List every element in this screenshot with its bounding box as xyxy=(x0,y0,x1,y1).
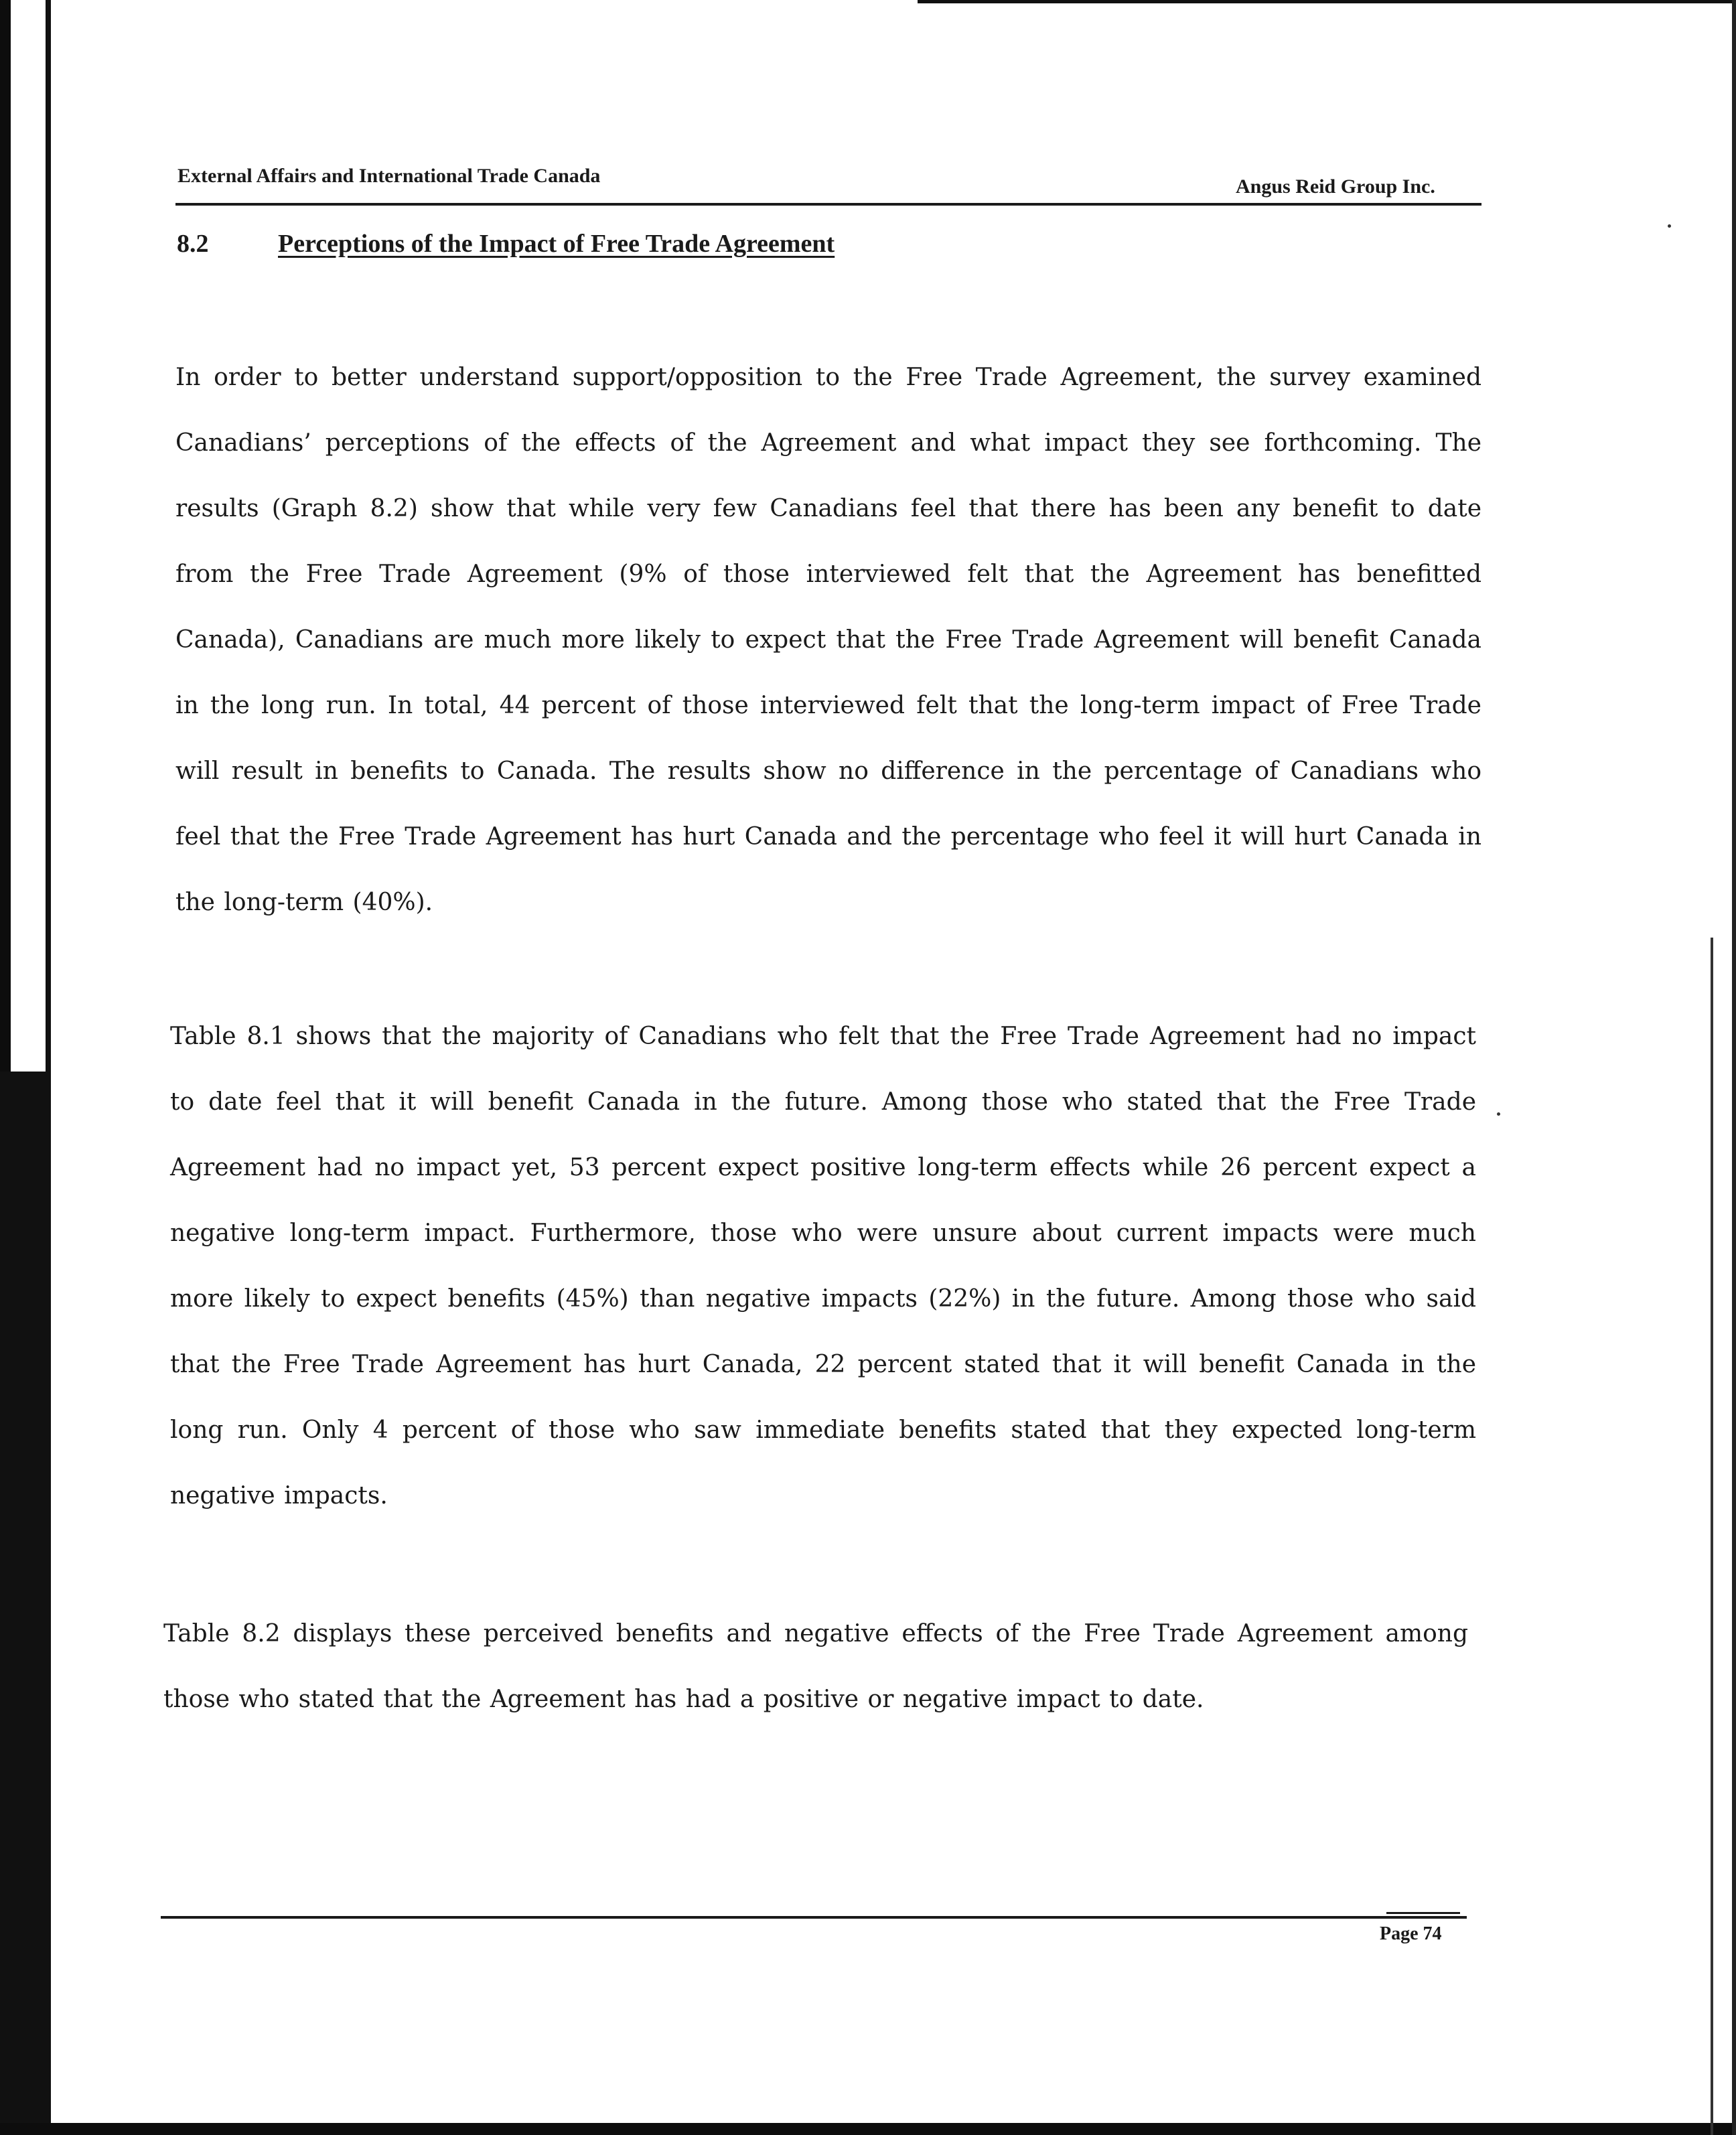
running-header-left: External Affairs and International Trade Canada xyxy=(177,165,601,187)
scan-edge-top xyxy=(918,0,1736,3)
footer-rule-tail xyxy=(1386,1912,1460,1914)
scan-edge-right xyxy=(1732,0,1736,2135)
scan-edge-left xyxy=(0,0,11,1078)
running-header-right: Angus Reid Group Inc. xyxy=(1236,175,1435,198)
section-title: Perceptions of the Impact of Free Trade Agreement xyxy=(278,230,835,258)
footer-rule xyxy=(161,1916,1467,1919)
page-number: Page 74 xyxy=(1380,1923,1442,1944)
scan-speck xyxy=(1668,224,1671,228)
body-paragraph: Table 8.1 shows that the majority of Canadians who felt that the Free Trade Agreement had no impact to date feel that it will benefit Canada in the future. Among those who stated that the Free Trade Agreement had no impact yet, 53 percent expect positive long-term effects while 26 percent expect a negative long-term impact. Furthermore, those who were unsure about current impacts were much more likely to expect benefits (45%) than negative impacts (22%) in the future. Among those who said that the Free Trade Agreement has hurt Canada, 22 percent stated that it will benefit Canada in the long run. Only 4 percent of those who saw immediate benefits stated that they expected long-term negative impacts. xyxy=(170,1023,1476,1510)
scan-edge-left-lower xyxy=(0,1072,51,2135)
section-number: 8.2 xyxy=(177,230,209,258)
header-rule xyxy=(175,203,1481,206)
body-paragraph: Table 8.2 displays these perceived benefits and negative effects of the Free Trade Agreement among those who stated that the Agreement has had a positive or negative impact to date. xyxy=(163,1620,1468,1713)
scan-edge-bottom xyxy=(0,2123,1736,2135)
scan-speck xyxy=(1497,1112,1500,1116)
scan-edge-right-inner xyxy=(1711,938,1713,2135)
body-paragraph: In order to better understand support/opposition to the Free Trade Agreement, the survey examined Canadians’ perceptions of the effects of the Agreement and what impact they see forthcoming. The results (Graph 8.2) show that while very few Canadians feel that there has been any benefit to date from the Free Trade Agreement (9% of those interviewed felt that the Agreement has benefitted Canada), Canadians are much more likely to expect that the Free Trade Agreement will benefit Canada in the long run. In total, 44 percent of those interviewed felt that the long-term impact of Free Trade will result in benefits to Canada. The results show no difference in the percentage of Canadians who feel that the Free Trade Agreement has hurt Canada and the percentage who feel it will hurt Canada in the long-term (40%). xyxy=(175,364,1481,916)
